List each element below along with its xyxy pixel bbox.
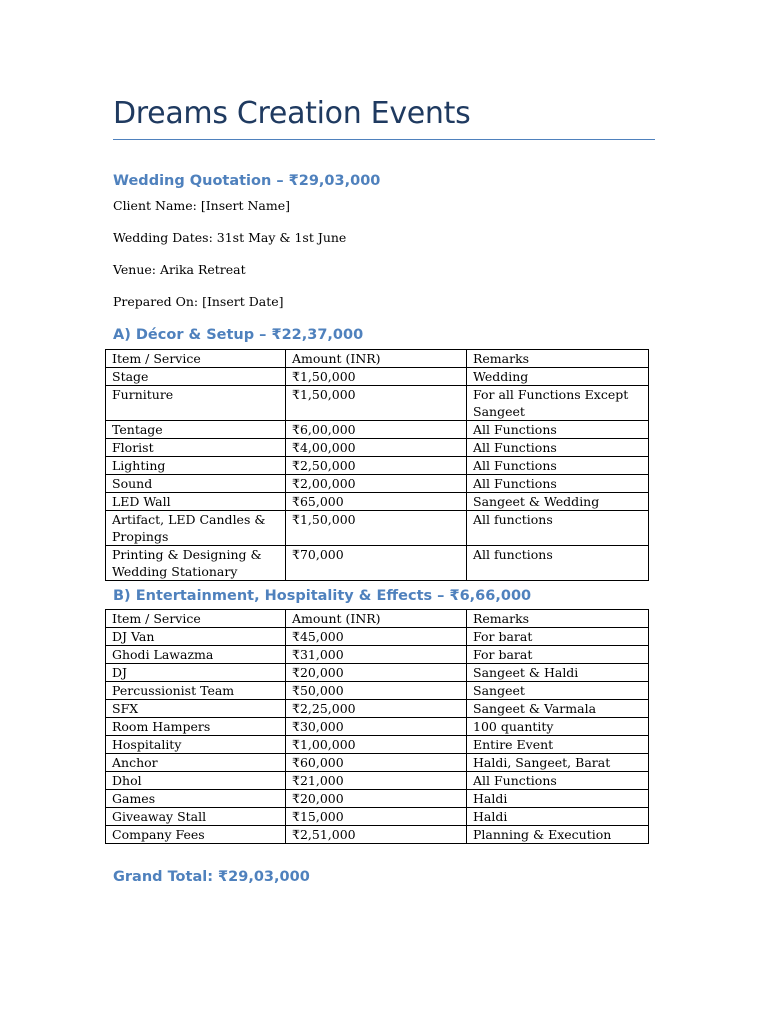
item-cell: DJ Van: [106, 628, 286, 646]
item-cell: Florist: [106, 439, 286, 457]
grand-total: Grand Total: ₹29,03,000: [113, 869, 310, 885]
amount-cell: ₹15,000: [286, 808, 467, 826]
amount-cell: ₹2,50,000: [286, 457, 467, 475]
column-header: Amount (INR): [286, 610, 467, 628]
item-cell: Giveaway Stall: [106, 808, 286, 826]
item-cell: Printing & Designing & Wedding Stationary: [106, 546, 286, 581]
item-cell: Company Fees: [106, 826, 286, 844]
venue: Venue: Arika Retreat: [113, 262, 246, 277]
item-cell: Percussionist Team: [106, 682, 286, 700]
item-cell: Anchor: [106, 754, 286, 772]
item-cell: Room Hampers: [106, 718, 286, 736]
amount-cell: ₹1,50,000: [286, 511, 467, 546]
remarks-cell: Sangeet & Wedding: [467, 493, 649, 511]
table-row: [106, 421, 649, 439]
amount-cell: ₹1,00,000: [286, 736, 467, 754]
amount-cell: ₹2,51,000: [286, 826, 467, 844]
section-b-heading: B) Entertainment, Hospitality & Effects – ₹6,66,000: [113, 588, 532, 604]
amount-cell: ₹2,25,000: [286, 700, 467, 718]
table-row: [106, 826, 649, 844]
amount-cell: ₹70,000: [286, 546, 467, 581]
prepared-on: Prepared On: [Insert Date]: [113, 294, 284, 309]
item-cell: LED Wall: [106, 493, 286, 511]
table-row: [106, 754, 649, 772]
remarks-cell: All Functions: [467, 772, 649, 790]
amount-cell: ₹1,50,000: [286, 368, 467, 386]
remarks-cell: Sangeet: [467, 682, 649, 700]
remarks-cell: Haldi: [467, 808, 649, 826]
item-cell: Sound: [106, 475, 286, 493]
amount-cell: ₹2,00,000: [286, 475, 467, 493]
remarks-cell: All Functions: [467, 439, 649, 457]
item-cell: Stage: [106, 368, 286, 386]
table-row: [106, 546, 649, 581]
amount-cell: ₹60,000: [286, 754, 467, 772]
remarks-cell: All Functions: [467, 475, 649, 493]
amount-cell: ₹20,000: [286, 790, 467, 808]
amount-cell: ₹20,000: [286, 664, 467, 682]
table-row: [106, 646, 649, 664]
wedding-dates: Wedding Dates: 31st May & 1st June: [113, 230, 347, 245]
table-row: [106, 790, 649, 808]
table-row: [106, 475, 649, 493]
remarks-cell: 100 quantity: [467, 718, 649, 736]
column-header: Amount (INR): [286, 350, 467, 368]
remarks-cell: Wedding: [467, 368, 649, 386]
remarks-cell: For all Functions Except Sangeet: [467, 386, 649, 421]
table-row: [106, 808, 649, 826]
column-header: Remarks: [467, 350, 649, 368]
remarks-cell: Haldi, Sangeet, Barat: [467, 754, 649, 772]
table-header-row: [106, 350, 649, 368]
table-row: [106, 628, 649, 646]
item-cell: Ghodi Lawazma: [106, 646, 286, 664]
remarks-cell: All Functions: [467, 421, 649, 439]
table-row: [106, 493, 649, 511]
remarks-cell: All functions: [467, 546, 649, 581]
amount-cell: ₹1,50,000: [286, 386, 467, 421]
item-cell: Lighting: [106, 457, 286, 475]
item-cell: Hospitality: [106, 736, 286, 754]
entertainment-table: [105, 609, 649, 844]
client-name: Client Name: [Insert Name]: [113, 198, 290, 213]
item-cell: DJ: [106, 664, 286, 682]
amount-cell: ₹4,00,000: [286, 439, 467, 457]
item-cell: Dhol: [106, 772, 286, 790]
item-cell: Games: [106, 790, 286, 808]
section-a-heading: A) Décor & Setup – ₹22,37,000: [113, 327, 364, 343]
document-title: Dreams Creation Events: [113, 96, 471, 131]
remarks-cell: Haldi: [467, 790, 649, 808]
remarks-cell: Sangeet & Varmala: [467, 700, 649, 718]
amount-cell: ₹65,000: [286, 493, 467, 511]
table-row: [106, 700, 649, 718]
table-row: [106, 457, 649, 475]
table-row: [106, 368, 649, 386]
table-row: [106, 718, 649, 736]
amount-cell: ₹6,00,000: [286, 421, 467, 439]
item-cell: Furniture: [106, 386, 286, 421]
remarks-cell: All Functions: [467, 457, 649, 475]
table-row: [106, 682, 649, 700]
table-row: [106, 772, 649, 790]
remarks-cell: All functions: [467, 511, 649, 546]
remarks-cell: Entire Event: [467, 736, 649, 754]
quotation-heading: Wedding Quotation – ₹29,03,000: [113, 173, 381, 189]
table-row: [106, 439, 649, 457]
amount-cell: ₹50,000: [286, 682, 467, 700]
remarks-cell: Planning & Execution: [467, 826, 649, 844]
table-row: [106, 386, 649, 421]
column-header: Item / Service: [106, 350, 286, 368]
amount-cell: ₹30,000: [286, 718, 467, 736]
amount-cell: ₹31,000: [286, 646, 467, 664]
title-divider: [113, 139, 655, 140]
column-header: Item / Service: [106, 610, 286, 628]
column-header: Remarks: [467, 610, 649, 628]
table-row: [106, 664, 649, 682]
remarks-cell: For barat: [467, 628, 649, 646]
amount-cell: ₹45,000: [286, 628, 467, 646]
amount-cell: ₹21,000: [286, 772, 467, 790]
decor-setup-table: [105, 349, 649, 581]
table-row: [106, 736, 649, 754]
item-cell: SFX: [106, 700, 286, 718]
remarks-cell: For barat: [467, 646, 649, 664]
item-cell: Artifact, LED Candles & Propings: [106, 511, 286, 546]
remarks-cell: Sangeet & Haldi: [467, 664, 649, 682]
table-row: [106, 511, 649, 546]
item-cell: Tentage: [106, 421, 286, 439]
table-header-row: [106, 610, 649, 628]
